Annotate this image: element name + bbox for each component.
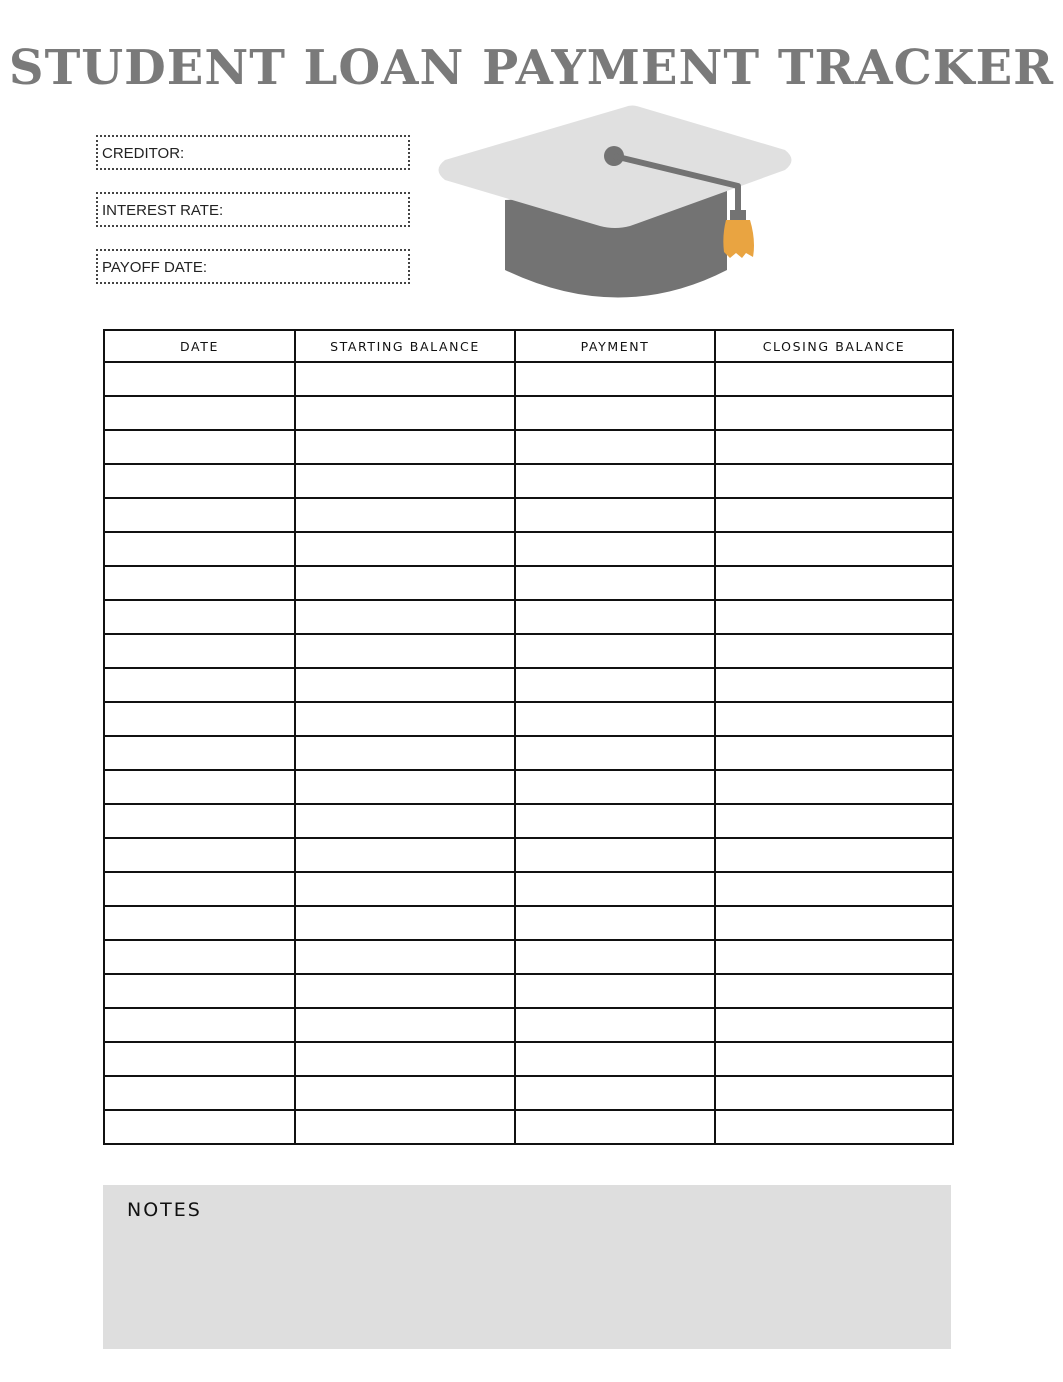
table-row <box>104 872 953 906</box>
tassel-knot <box>730 210 746 220</box>
date-column-header: DATE <box>104 330 295 362</box>
starting-balance-cell[interactable] <box>295 634 515 668</box>
date-cell[interactable] <box>104 566 295 600</box>
payment-cell[interactable] <box>515 498 715 532</box>
date-cell[interactable] <box>104 634 295 668</box>
table-row <box>104 974 953 1008</box>
interest-rate-label: INTEREST RATE: <box>102 202 224 219</box>
payment-cell[interactable] <box>515 974 715 1008</box>
closing-balance-cell[interactable] <box>715 906 953 940</box>
starting-balance-cell[interactable] <box>295 1008 515 1042</box>
payment-cell[interactable] <box>515 736 715 770</box>
date-cell[interactable] <box>104 430 295 464</box>
table-row <box>104 668 953 702</box>
closing-balance-cell[interactable] <box>715 1042 953 1076</box>
notes-label: NOTES <box>127 1199 202 1221</box>
table-row <box>104 600 953 634</box>
starting-balance-cell[interactable] <box>295 396 515 430</box>
page-title: STUDENT LOAN PAYMENT TRACKER <box>8 40 1055 96</box>
closing-balance-cell[interactable] <box>715 362 953 396</box>
starting-balance-cell[interactable] <box>295 1042 515 1076</box>
table-row <box>104 1042 953 1076</box>
payment-cell[interactable] <box>515 1110 715 1144</box>
table-row <box>104 804 953 838</box>
closing-balance-column-header: CLOSING BALANCE <box>715 330 953 362</box>
starting-balance-cell[interactable] <box>295 362 515 396</box>
payment-cell[interactable] <box>515 464 715 498</box>
starting-balance-cell[interactable] <box>295 566 515 600</box>
closing-balance-cell[interactable] <box>715 532 953 566</box>
payoff-date-label: PAYOFF DATE: <box>102 259 208 276</box>
table-row <box>104 1008 953 1042</box>
table-row <box>104 736 953 770</box>
payment-cell[interactable] <box>515 1042 715 1076</box>
closing-balance-cell[interactable] <box>715 974 953 1008</box>
starting-balance-cell[interactable] <box>295 668 515 702</box>
payment-cell[interactable] <box>515 702 715 736</box>
payment-cell[interactable] <box>515 566 715 600</box>
starting-balance-cell[interactable] <box>295 770 515 804</box>
table-row <box>104 702 953 736</box>
payoff-date-field[interactable] <box>96 249 410 284</box>
date-cell[interactable] <box>104 872 295 906</box>
closing-balance-cell[interactable] <box>715 396 953 430</box>
starting-balance-cell[interactable] <box>295 600 515 634</box>
date-cell[interactable] <box>104 1008 295 1042</box>
closing-balance-cell[interactable] <box>715 804 953 838</box>
closing-balance-cell[interactable] <box>715 1008 953 1042</box>
payment-cell[interactable] <box>515 396 715 430</box>
starting-balance-cell[interactable] <box>295 940 515 974</box>
closing-balance-cell[interactable] <box>715 770 953 804</box>
table-row <box>104 634 953 668</box>
starting-balance-cell[interactable] <box>295 532 515 566</box>
table-row <box>104 430 953 464</box>
table-row <box>104 1076 953 1110</box>
starting-balance-cell[interactable] <box>295 872 515 906</box>
date-cell[interactable] <box>104 600 295 634</box>
table-row <box>104 1110 953 1144</box>
date-cell[interactable] <box>104 906 295 940</box>
payment-cell[interactable] <box>515 430 715 464</box>
date-cell[interactable] <box>104 668 295 702</box>
table-row <box>104 940 953 974</box>
table-row <box>104 532 953 566</box>
closing-balance-cell[interactable] <box>715 736 953 770</box>
starting-balance-column-header: STARTING BALANCE <box>295 330 515 362</box>
closing-balance-cell[interactable] <box>715 838 953 872</box>
table-row <box>104 498 953 532</box>
closing-balance-cell[interactable] <box>715 498 953 532</box>
payment-cell[interactable] <box>515 600 715 634</box>
tassel <box>723 220 754 258</box>
creditor-label: CREDITOR: <box>102 145 185 162</box>
payment-cell[interactable] <box>515 838 715 872</box>
starting-balance-cell[interactable] <box>295 464 515 498</box>
starting-balance-cell[interactable] <box>295 804 515 838</box>
closing-balance-cell[interactable] <box>715 872 953 906</box>
closing-balance-cell[interactable] <box>715 634 953 668</box>
date-cell[interactable] <box>104 532 295 566</box>
table-row <box>104 464 953 498</box>
date-cell[interactable] <box>104 838 295 872</box>
closing-balance-cell[interactable] <box>715 464 953 498</box>
starting-balance-cell[interactable] <box>295 838 515 872</box>
table-row <box>104 906 953 940</box>
creditor-field[interactable] <box>96 135 410 170</box>
date-cell[interactable] <box>104 770 295 804</box>
table-row <box>104 770 953 804</box>
payment-cell[interactable] <box>515 362 715 396</box>
date-cell[interactable] <box>104 464 295 498</box>
date-cell[interactable] <box>104 498 295 532</box>
date-cell[interactable] <box>104 1076 295 1110</box>
table-header-row <box>104 330 953 362</box>
table-row <box>104 396 953 430</box>
closing-balance-cell[interactable] <box>715 600 953 634</box>
closing-balance-cell[interactable] <box>715 430 953 464</box>
payment-cell[interactable] <box>515 634 715 668</box>
closing-balance-cell[interactable] <box>715 1076 953 1110</box>
date-cell[interactable] <box>104 736 295 770</box>
table-row <box>104 566 953 600</box>
notes-box[interactable] <box>103 1185 951 1349</box>
table-body <box>104 362 953 1144</box>
payment-column-header: PAYMENT <box>515 330 715 362</box>
starting-balance-cell[interactable] <box>295 1110 515 1144</box>
starting-balance-cell[interactable] <box>295 906 515 940</box>
interest-rate-field[interactable] <box>96 192 410 227</box>
starting-balance-cell[interactable] <box>295 1076 515 1110</box>
date-cell[interactable] <box>104 940 295 974</box>
payment-cell[interactable] <box>515 1008 715 1042</box>
table-row <box>104 838 953 872</box>
starting-balance-cell[interactable] <box>295 702 515 736</box>
starting-balance-cell[interactable] <box>295 736 515 770</box>
payment-cell[interactable] <box>515 770 715 804</box>
starting-balance-cell[interactable] <box>295 498 515 532</box>
closing-balance-cell[interactable] <box>715 1110 953 1144</box>
payment-cell[interactable] <box>515 804 715 838</box>
closing-balance-cell[interactable] <box>715 940 953 974</box>
payment-cell[interactable] <box>515 940 715 974</box>
payment-cell[interactable] <box>515 668 715 702</box>
payment-cell[interactable] <box>515 906 715 940</box>
closing-balance-cell[interactable] <box>715 566 953 600</box>
table-row <box>104 362 953 396</box>
starting-balance-cell[interactable] <box>295 974 515 1008</box>
starting-balance-cell[interactable] <box>295 430 515 464</box>
closing-balance-cell[interactable] <box>715 702 953 736</box>
date-cell[interactable] <box>104 1042 295 1076</box>
graduation-cap-icon <box>430 100 810 310</box>
date-cell[interactable] <box>104 396 295 430</box>
payment-cell[interactable] <box>515 532 715 566</box>
date-cell[interactable] <box>104 702 295 736</box>
date-cell[interactable] <box>104 362 295 396</box>
payment-cell[interactable] <box>515 1076 715 1110</box>
payment-table <box>103 329 954 1145</box>
payment-cell[interactable] <box>515 872 715 906</box>
date-cell[interactable] <box>104 974 295 1008</box>
date-cell[interactable] <box>104 804 295 838</box>
date-cell[interactable] <box>104 1110 295 1144</box>
closing-balance-cell[interactable] <box>715 668 953 702</box>
